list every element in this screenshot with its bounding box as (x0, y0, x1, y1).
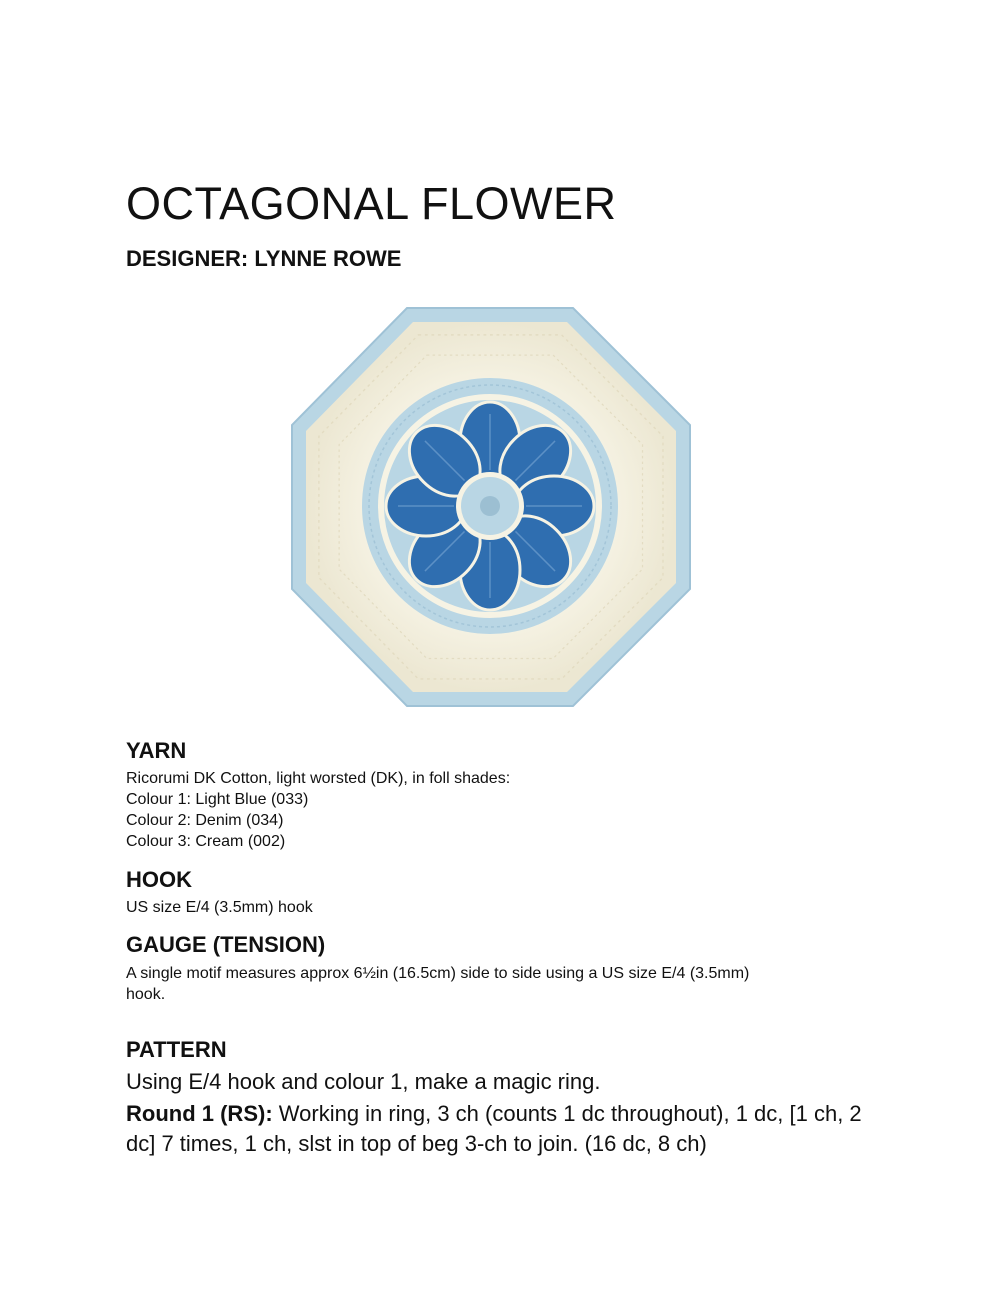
gauge-details (126, 963, 886, 1005)
yarn-heading: YARN (126, 738, 187, 763)
hook-details (126, 897, 886, 918)
round-1-label: Round 1 (RS): (126, 1101, 273, 1126)
hook-text: US size E/4 (3.5mm) hook (126, 899, 313, 916)
yarn-line: Colour 2: Denim (034) (126, 812, 284, 829)
yarn-line: Colour 3: Cream (002) (126, 833, 286, 850)
pattern-heading: PATTERN (126, 1037, 227, 1062)
pattern-body (126, 1067, 886, 1161)
page-title: OCTAGONAL FLOWER (126, 178, 617, 229)
gauge-heading: GAUGE (TENSION) (126, 932, 326, 957)
gauge-line-2: hook. (126, 986, 166, 1003)
yarn-details (126, 768, 886, 852)
crochet-motif-photo (288, 304, 692, 708)
designer-credit: DESIGNER: LYNNE ROWE (126, 246, 402, 271)
yarn-line: Ricorumi DK Cotton, light worsted (DK), in foll shades: (126, 770, 511, 787)
pattern-intro: Using E/4 hook and colour 1, make a magic ring. (126, 1069, 601, 1094)
gauge-line-1: A single motif measures approx 6½in (16.5cm) side to side using a US size E/4 (3.5mm) (126, 965, 750, 982)
round-1-instruction (126, 1099, 886, 1159)
hook-heading: HOOK (126, 867, 192, 892)
round-1-text: Working in ring, 3 ch (counts 1 dc throughout), 1 dc, [1 ch, 2 dc] 7 times, 1 ch, slst in top of beg 3-ch to join. (16 dc, 8 ch) (126, 1101, 862, 1156)
yarn-line: Colour 1: Light Blue (033) (126, 791, 309, 808)
